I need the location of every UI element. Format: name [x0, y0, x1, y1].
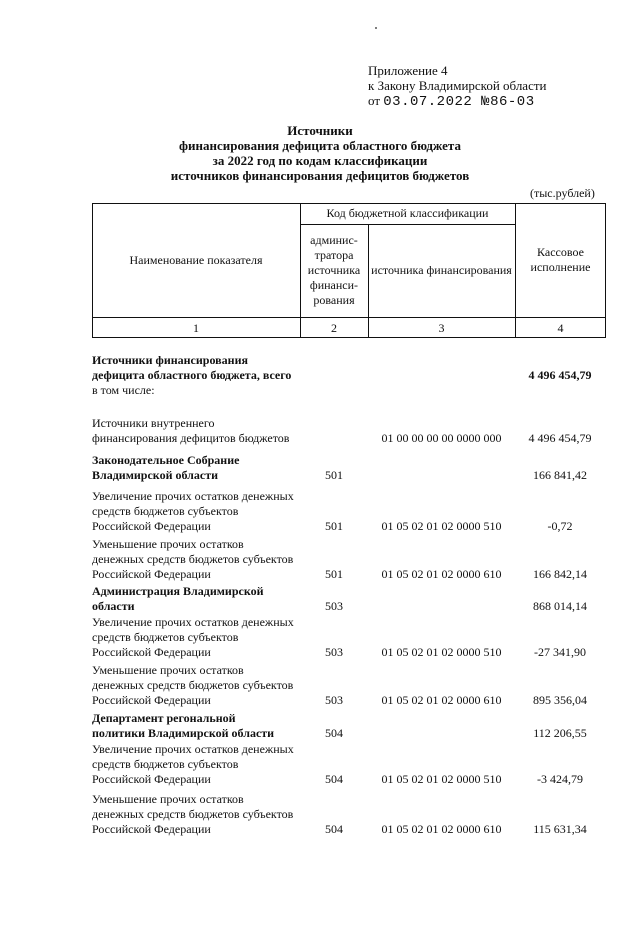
header-name: Наименование показателя [129, 252, 263, 267]
title-line-2: финансирования дефицита областного бюджета [179, 138, 461, 153]
row-amount: 166 841,42 [533, 468, 587, 482]
row-name: Увеличение прочих остатков денежных средств бюджетов субъектов Российской Федерации [92, 742, 294, 786]
header-admin: админис- тратора источника финанси- рования [307, 233, 361, 307]
row-admin: 503 [325, 693, 343, 707]
header-col-num-4: 4 [557, 320, 564, 335]
row-amount: -27 341,90 [534, 645, 586, 659]
row-code: 01 00 00 00 00 0000 000 [381, 431, 502, 445]
header-amount: Кассовое исполнение [530, 245, 591, 274]
row-name: Уменьшение прочих остатков денежных средств бюджетов субъектов Российской Федерации [92, 537, 294, 581]
row-admin: 501 [325, 567, 343, 581]
appendix-block [368, 63, 546, 110]
row-amount: 112 206,55 [533, 726, 587, 740]
header-source: источника финансирования [371, 263, 512, 277]
row-code: 01 05 02 01 02 0000 510 [381, 519, 502, 533]
row-code: 01 05 02 01 02 0000 610 [381, 693, 502, 707]
header-col-num-3: 3 [438, 320, 445, 335]
row-name: Источники финансирования дефицита областного бюджета, всего [92, 353, 292, 382]
row-code: 01 05 02 01 02 0000 610 [381, 822, 502, 836]
row-name-extra: в том числе: [92, 383, 155, 397]
row-amount: 868 014,14 [533, 599, 587, 613]
header-col-num-2: 2 [331, 320, 337, 335]
title-line-4: источников финансирования дефицитов бюджетов [170, 168, 470, 183]
row-name: Законодательное Собрание Владимирской области [92, 453, 240, 482]
row-code: 01 05 02 01 02 0000 510 [381, 772, 502, 786]
appendix-line-2: к Закону Владимирской области [368, 78, 547, 93]
title-line-1: Источники [287, 123, 353, 138]
row-amount: 4 496 454,79 [528, 431, 592, 445]
row-amount: -3 424,79 [537, 772, 583, 786]
row-name: Уменьшение прочих остатков денежных средств бюджетов субъектов Российской Федерации [92, 663, 294, 707]
row-name: Увеличение прочих остатков денежных средств бюджетов субъектов Российской Федерации [92, 489, 294, 533]
header-code-group: Код бюджетной классификации [326, 206, 489, 220]
row-name: Увеличение прочих остатков денежных средств бюджетов субъектов Российской Федерации [92, 615, 294, 659]
row-admin: 504 [325, 822, 343, 836]
appendix-date-handwritten: 03.07.2022 №86-03 [383, 94, 535, 110]
appendix-line-1: Приложение 4 [368, 63, 448, 78]
row-name: Источники внутреннего финансирования дефицитов бюджетов [92, 416, 290, 445]
row-admin: 503 [325, 599, 343, 613]
row-name: Уменьшение прочих остатков денежных средств бюджетов субъектов Российской Федерации [92, 792, 294, 836]
row-amount: -0,72 [547, 519, 573, 533]
row-admin: 501 [325, 468, 343, 482]
row-admin: 504 [325, 772, 343, 786]
row-name: Департамент регональной политики Владимирской области [92, 711, 275, 740]
row-code: 01 05 02 01 02 0000 510 [381, 645, 502, 659]
row-admin: 504 [325, 726, 343, 740]
title-line-3: за 2022 год по кодам классификации [212, 153, 428, 168]
scan-speck [375, 27, 377, 29]
row-amount: 4 496 454,79 [528, 368, 592, 382]
row-amount: 166 842,14 [533, 567, 587, 581]
header-col-num-1: 1 [193, 320, 199, 335]
row-code: 01 05 02 01 02 0000 610 [381, 567, 502, 581]
row-amount: 895 356,04 [533, 693, 587, 707]
units-label: (тыс.рублей) [530, 186, 595, 200]
appendix-line-3 [368, 93, 546, 110]
row-amount: 115 631,34 [533, 822, 587, 836]
row-admin: 501 [325, 519, 343, 533]
document-title [0, 123, 640, 183]
appendix-date-prefix: от [368, 93, 381, 108]
row-name: Администрация Владимирской области [92, 584, 264, 613]
row-admin: 503 [325, 645, 343, 659]
